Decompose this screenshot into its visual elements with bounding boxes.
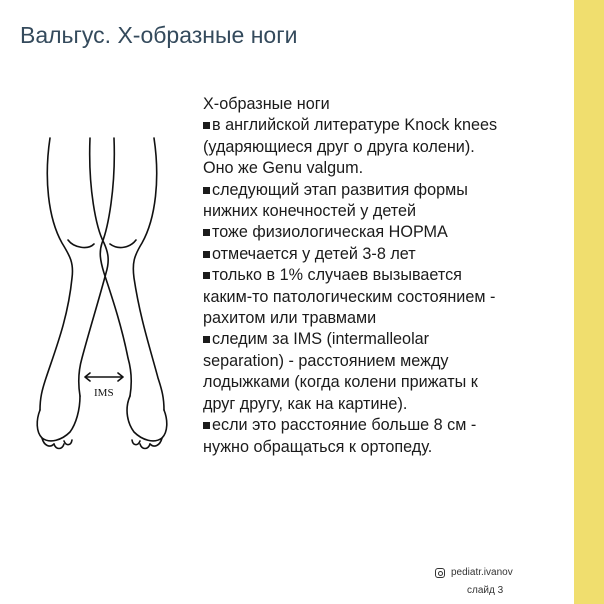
- line-text: (ударяющиеся друг о друга колени).: [203, 137, 475, 156]
- line-text: каким-то патологическим состоянием -: [203, 287, 496, 306]
- line-text: в английской литературе Knock knees: [212, 116, 498, 135]
- text-line: [203, 158, 571, 179]
- page-title: Вальгус. Х-образные ноги: [20, 22, 298, 48]
- line-text: Оно же Genu valgum.: [203, 159, 364, 178]
- text-line: [203, 394, 571, 415]
- bullet-item: [203, 115, 571, 136]
- line-text: Х-образные ноги: [203, 95, 330, 113]
- text-line: [203, 437, 571, 458]
- text-line: [203, 287, 571, 308]
- bullet-icon: [203, 422, 210, 429]
- bullet-icon: [203, 229, 210, 236]
- bullet-item: [203, 222, 571, 243]
- line-text: нужно обращаться к ортопеду.: [203, 437, 433, 456]
- bullet-icon: [203, 122, 210, 129]
- line-text: нижних конечностей у детей: [203, 202, 417, 221]
- slide-number: слайд 3: [467, 585, 504, 596]
- line-text: тоже физиологическая НОРМА: [212, 223, 448, 242]
- text-line: [203, 137, 571, 158]
- line-text: отмечается у детей 3-8 лет: [212, 244, 416, 263]
- accent-stripe: [574, 0, 604, 604]
- line-text: лодыжками (когда колени прижаты к: [203, 373, 478, 392]
- bullet-icon: [203, 272, 210, 279]
- bullet-item: [203, 244, 571, 265]
- line-text: следующий этап развития формы: [212, 180, 468, 199]
- text-line: [203, 351, 571, 372]
- description-text: [203, 94, 571, 458]
- text-line: [203, 372, 571, 393]
- bullet-icon: [203, 187, 210, 194]
- bullet-icon: [203, 336, 210, 343]
- bullet-icon: [203, 251, 210, 258]
- handle-text: pediatr.ivanov: [451, 567, 513, 578]
- text-line: [203, 94, 571, 115]
- text-line: [203, 201, 571, 222]
- line-text: только в 1% случаев вызывается: [212, 266, 462, 285]
- line-text: следим за IMS (intermalleolar: [212, 330, 430, 349]
- line-text: друг другу, как на картине).: [203, 394, 408, 413]
- line-text: separation) - расстоянием между: [203, 351, 449, 370]
- bullet-item: [203, 265, 571, 286]
- line-text: если это расстояние больше 8 см -: [212, 416, 477, 435]
- knock-knees-illustration: [22, 128, 182, 458]
- bullet-item: [203, 415, 571, 436]
- ims-label: IMS: [94, 387, 114, 399]
- bullet-item: [203, 180, 571, 201]
- line-text: рахитом или травмами: [203, 309, 377, 328]
- instagram-icon: [435, 568, 445, 578]
- bullet-item: [203, 329, 571, 350]
- author-handle: [435, 567, 513, 578]
- text-line: [203, 308, 571, 329]
